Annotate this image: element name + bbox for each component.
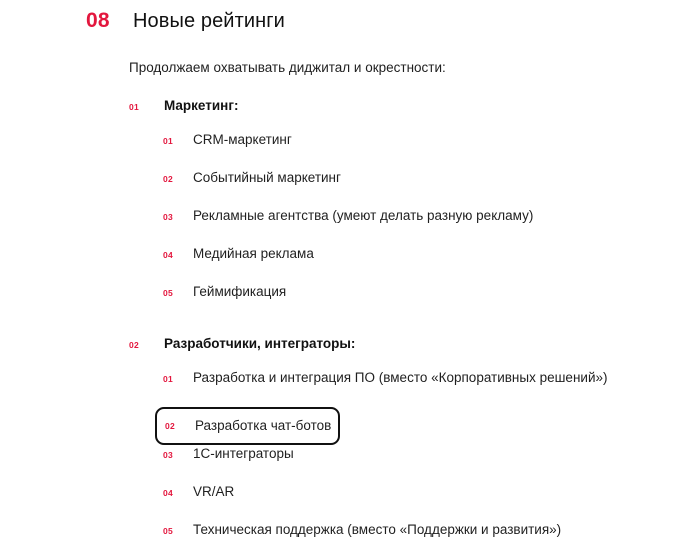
item-marker: 03 — [163, 450, 174, 460]
item-label: Техническая поддержка (вместо «Поддержки и развития») — [193, 522, 562, 537]
item-label: Геймификация — [193, 284, 287, 299]
page-title: Новые рейтинги — [133, 10, 285, 32]
item-marker: 02 — [165, 421, 176, 431]
section-marker: 02 — [129, 340, 140, 350]
list-item[interactable] — [163, 169, 700, 207]
item-marker: 03 — [163, 212, 174, 222]
slide-header — [0, 0, 700, 34]
list-item[interactable] — [163, 521, 700, 559]
item-list — [0, 369, 700, 559]
item-marker: 01 — [163, 136, 174, 146]
item-label: Событийный маркетинг — [193, 170, 341, 185]
item-label: Разработка чат-ботов — [195, 418, 332, 433]
list-item-selected[interactable] — [155, 407, 340, 445]
item-label: VR/AR — [193, 484, 235, 499]
intro-paragraph: Продолжаем охватывать диджитал и окрестности: — [129, 60, 446, 75]
sections-list — [0, 97, 700, 559]
item-list — [0, 131, 700, 321]
list-item[interactable] — [163, 283, 700, 321]
item-marker: 01 — [163, 374, 174, 384]
item-label: CRM-маркетинг — [193, 132, 292, 147]
item-label: Разработка и интеграция ПО (вместо «Корпоративных решений») — [193, 370, 608, 385]
list-item[interactable] — [163, 445, 700, 483]
list-item[interactable] — [163, 207, 700, 245]
item-marker: 05 — [163, 288, 174, 298]
section-marker: 01 — [129, 102, 140, 112]
section-header — [129, 335, 700, 363]
item-marker: 02 — [163, 174, 174, 184]
list-item[interactable] — [163, 245, 700, 283]
item-label: 1С-интеграторы — [193, 446, 294, 461]
section — [0, 335, 700, 559]
list-item[interactable] — [163, 369, 700, 407]
item-marker: 05 — [163, 526, 174, 536]
item-marker: 04 — [163, 488, 174, 498]
item-marker: 04 — [163, 250, 174, 260]
list-item[interactable] — [163, 131, 700, 169]
item-label: Медийная реклама — [193, 246, 314, 261]
slide-number: 08 — [86, 9, 110, 32]
item-label: Рекламные агентства (умеют делать разную рекламу) — [193, 208, 534, 223]
section — [0, 97, 700, 321]
section-title: Маркетинг: — [164, 98, 239, 113]
section-header — [129, 97, 700, 125]
section-title: Разработчики, интеграторы: — [164, 336, 356, 351]
list-item[interactable] — [163, 483, 700, 521]
